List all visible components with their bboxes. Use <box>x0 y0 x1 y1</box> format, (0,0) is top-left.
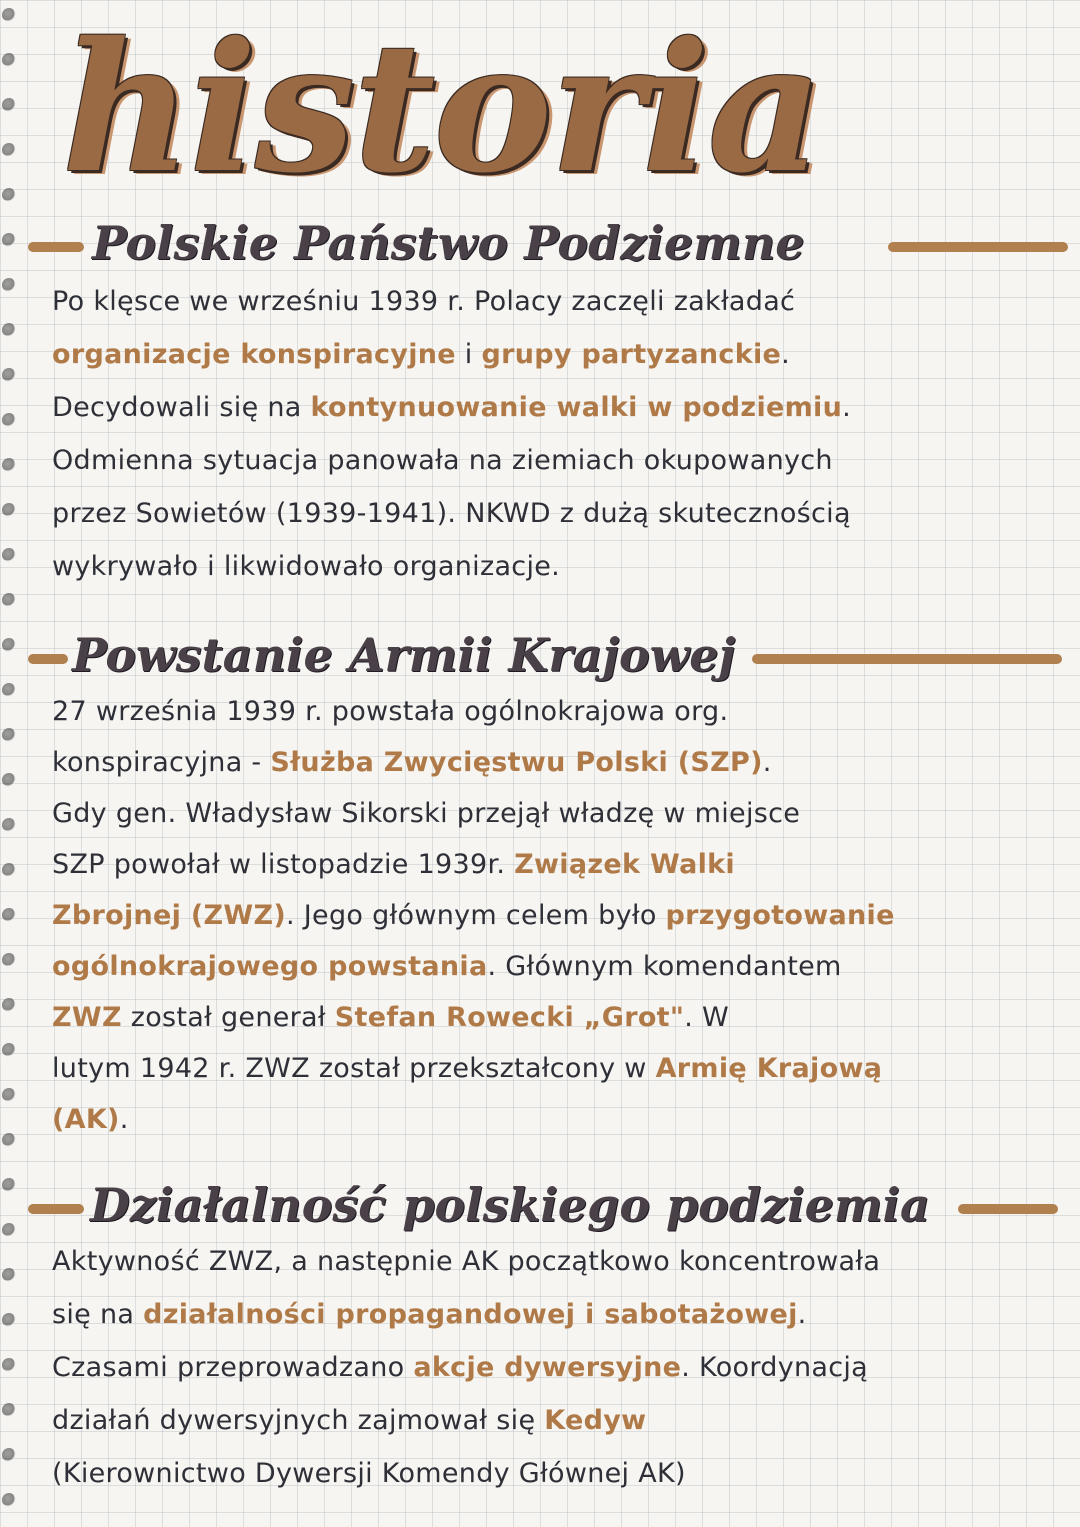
text-line <box>52 1291 807 1339</box>
text-segment: przez Sowietów (1939-1941). NKWD z dużą skutecznością <box>52 498 851 529</box>
section-heading-powstanie-armii-krajowej <box>0 620 1080 690</box>
binding-hole <box>2 1088 16 1102</box>
binding-hole <box>2 1403 16 1417</box>
binding-hole <box>2 458 16 472</box>
heading-underline-right <box>958 1204 1058 1214</box>
highlighted-term: Służba Zwycięstwu Polski (SZP) <box>270 747 763 778</box>
text-segment: . <box>797 1299 807 1330</box>
text-line <box>52 278 795 326</box>
binding-hole <box>2 953 16 967</box>
text-segment: i <box>455 339 482 370</box>
binding-hole <box>2 998 16 1012</box>
text-segment: konspiracyjna - <box>52 747 271 778</box>
binding-hole <box>2 548 16 562</box>
binding-hole <box>2 1448 16 1462</box>
text-segment: . Głównym komendantem <box>487 951 842 982</box>
highlighted-term: Armię Krajową <box>655 1053 883 1084</box>
highlighted-term: Zbrojnej (ZWZ) <box>52 900 287 931</box>
text-line <box>52 994 729 1042</box>
text-segment: . <box>119 1104 129 1135</box>
text-line <box>52 437 833 485</box>
text-segment: się na <box>52 1299 144 1330</box>
heading-underline-left <box>28 242 84 252</box>
heading-underline-left <box>28 1204 84 1214</box>
text-segment: Czasami przeprowadzano <box>52 1352 414 1383</box>
text-segment: lutym 1942 r. ZWZ został przekształcony w <box>52 1053 656 1084</box>
binding-hole <box>2 98 16 112</box>
text-segment: . Koordynacją <box>681 1352 869 1383</box>
text-line <box>52 943 842 991</box>
binding-hole <box>2 728 16 742</box>
binding-hole <box>2 593 16 607</box>
binding-hole <box>2 773 16 787</box>
text-line <box>52 892 895 940</box>
text-segment: Po klęsce we wrześniu 1939 r. Polacy zaczęli zakładać <box>52 286 796 317</box>
text-segment: wykrywało i likwidowało organizacje. <box>52 551 561 582</box>
text-segment: . <box>781 339 791 370</box>
heading-underline-left <box>28 654 68 664</box>
highlighted-term: kontynuowanie walki w podziemiu <box>310 392 843 423</box>
text-line <box>52 1045 882 1093</box>
text-line <box>52 841 735 889</box>
text-line <box>52 1096 129 1144</box>
text-segment: został generał <box>121 1002 335 1033</box>
binding-hole <box>2 863 16 877</box>
binding-hole <box>2 1313 16 1327</box>
text-segment: SZP powołał w listopadzie 1939r. <box>52 849 515 880</box>
text-segment: Gdy gen. Władysław Sikorski przejął władzę w miejsce <box>52 798 801 829</box>
heading-underline-right <box>752 654 1062 664</box>
highlighted-term: ogólnokrajowego powstania <box>52 951 488 982</box>
text-segment: (Kierownictwo Dywersji Komendy Głównej AK) <box>52 1458 686 1489</box>
highlighted-term: (AK) <box>52 1104 120 1135</box>
binding-hole <box>2 1043 16 1057</box>
binding-hole <box>2 143 16 157</box>
highlighted-term: Kedyw <box>544 1405 647 1436</box>
binding-hole <box>2 323 16 337</box>
text-line <box>52 688 728 736</box>
text-segment: . <box>762 747 772 778</box>
text-line <box>52 490 851 538</box>
section-heading-dzialalnosc-polskiego-podziemia <box>0 1170 1080 1240</box>
highlighted-term: akcje dywersyjne <box>413 1352 682 1383</box>
text-segment: Aktywność ZWZ, a następnie AK początkowo koncentrowała <box>52 1246 881 1277</box>
text-line <box>52 1238 880 1286</box>
section-heading-polskie-panstwo-podziemne <box>0 208 1080 278</box>
section-heading-text: Polskie Państwo Podziemne <box>92 216 805 270</box>
text-segment: . Jego głównym celem było <box>286 900 666 931</box>
highlighted-term: przygotowanie <box>665 900 895 931</box>
binding-hole <box>2 1268 16 1282</box>
text-segment: Decydowali się na <box>52 392 311 423</box>
text-line <box>52 1397 646 1445</box>
page-title: historia <box>62 3 821 212</box>
binding-hole <box>2 278 16 292</box>
section-heading-text: Działalność polskiego podziemia <box>90 1178 930 1232</box>
text-segment: 27 września 1939 r. powstała ogólnokrajowa org. <box>52 696 729 727</box>
text-segment: . W <box>684 1002 730 1033</box>
text-segment: działań dywersyjnych zajmował się <box>52 1405 545 1436</box>
binding-hole <box>2 908 16 922</box>
text-line <box>52 331 790 379</box>
text-segment: . <box>842 392 852 423</box>
heading-underline-right <box>888 242 1068 252</box>
text-segment: Odmienna sytuacja panowała na ziemiach okupowanych <box>52 445 833 476</box>
binding-hole <box>2 368 16 382</box>
binding-hole <box>2 503 16 517</box>
text-line <box>52 790 800 838</box>
highlighted-term: Związek Walki <box>514 849 735 880</box>
binding-hole <box>2 818 16 832</box>
section-heading-text: Powstanie Armii Krajowej <box>72 628 736 682</box>
highlighted-term: organizacje konspiracyjne <box>52 339 456 370</box>
binding-hole <box>2 8 16 22</box>
binding-hole <box>2 1358 16 1372</box>
binding-hole <box>2 1133 16 1147</box>
binding-hole <box>2 188 16 202</box>
text-line <box>52 384 851 432</box>
highlighted-term: grupy partyzanckie <box>481 339 782 370</box>
text-line <box>52 739 772 787</box>
binding-hole <box>2 1493 16 1507</box>
binding-hole <box>2 413 16 427</box>
text-line <box>52 1450 686 1498</box>
highlighted-term: ZWZ <box>52 1002 122 1033</box>
text-line <box>52 543 560 591</box>
highlighted-term: Stefan Rowecki „Grot" <box>334 1002 685 1033</box>
binding-hole <box>2 53 16 67</box>
text-line <box>52 1344 868 1392</box>
highlighted-term: działalności propagandowej i sabotażowej <box>143 1299 798 1330</box>
